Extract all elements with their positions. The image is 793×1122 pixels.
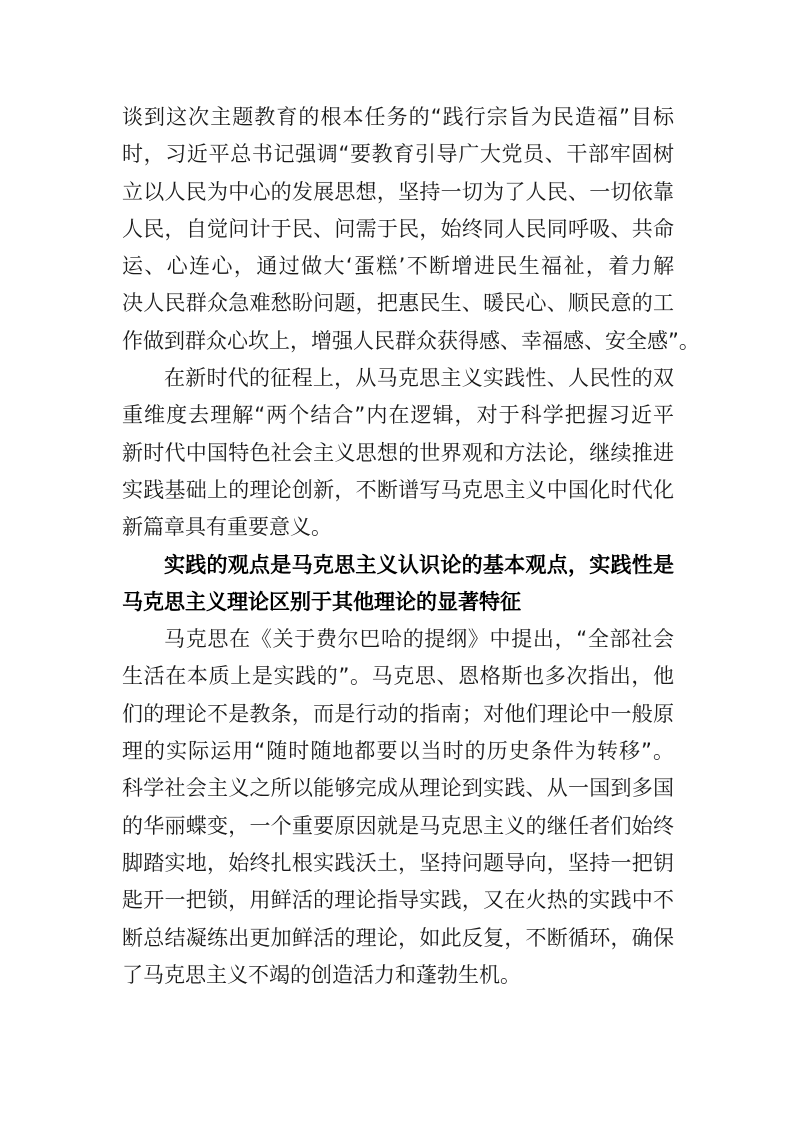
text-line: 人民，自觉问计于民、问需于民，始终同人民同呼吸、共命: [122, 216, 674, 241]
text-line: 科学社会主义之所以能够完成从理论到实践、从一国到多国: [122, 776, 674, 801]
paragraph-marx-practice: [122, 621, 674, 994]
document-page: [122, 99, 700, 994]
text-line: 运、心连心，通过做大‘蛋糕’不断增进民生福祉，着力解: [122, 254, 674, 279]
text-line: 时，习近平总书记强调“要教育引导广大党员、干部牢固树: [122, 142, 674, 167]
text-line: 马克思在《关于费尔巴哈的提纲》中提出，“全部社会: [164, 627, 674, 652]
heading-line: 实践的观点是马克思主义认识论的基本观点，实践性是: [164, 552, 674, 577]
text-line: 们的理论不是教条，而是行动的指南；对他们理论中一般原: [122, 701, 674, 726]
heading-line: 马克思主义理论区别于其他理论的显著特征: [122, 589, 521, 614]
text-line: 生活在本质上是实践的”。马克思、恩格斯也多次指出，他: [122, 664, 674, 689]
text-line: 新时代中国特色社会主义思想的世界观和方法论，继续推进: [122, 440, 674, 465]
text-line: 决人民群众急难愁盼问题，把惠民生、暖民心、顺民意的工: [122, 291, 674, 316]
text-line: 新篇章具有重要意义。: [122, 515, 332, 540]
text-line: 脚踏实地，始终扎根实践沃土，坚持问题导向，坚持一把钥: [122, 850, 674, 875]
section-heading: [122, 547, 674, 622]
text-line: 立以人民为中心的发展思想，坚持一切为了人民、一切依靠: [122, 179, 674, 204]
text-line: 的华丽蝶变，一个重要原因就是马克思主义的继任者们始终: [122, 813, 674, 838]
text-line: 实践基础上的理论创新，不断谱写马克思主义中国化时代化: [122, 477, 674, 502]
text-line: 在新时代的征程上，从马克思主义实践性、人民性的双: [164, 366, 674, 391]
text-line: 重维度去理解“两个结合”内在逻辑，对于科学把握习近平: [122, 403, 674, 428]
text-line: 理的实际运用“随时随地都要以当时的历史条件为转移”。: [122, 739, 674, 764]
text-line: 作做到群众心坎上，增强人民群众获得感、幸福感、安全感”。: [122, 328, 700, 353]
paragraph-intro: [122, 99, 700, 360]
text-line: 谈到这次主题教育的根本任务的“践行宗旨为民造福”目标: [122, 105, 674, 129]
paragraph-new-era: [122, 360, 674, 546]
text-line: 了马克思主义不竭的创造活力和蓬勃生机。: [122, 962, 521, 987]
text-line: 匙开一把锁，用鲜活的理论指导实践，又在火热的实践中不: [122, 888, 674, 913]
text-line: 断总结凝练出更加鲜活的理论，如此反复，不断循环，确保: [122, 925, 674, 950]
